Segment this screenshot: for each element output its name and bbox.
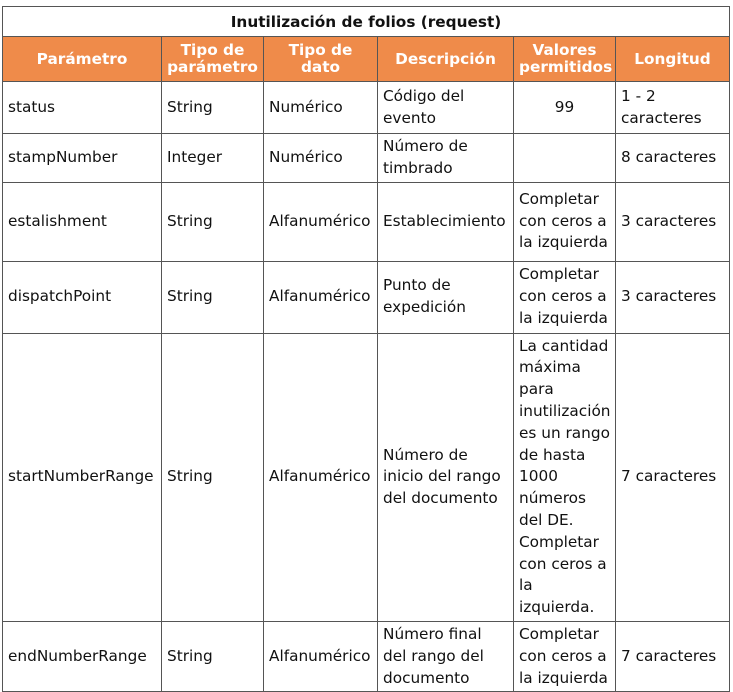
cell-length: 1 - 2 caracteres [616,82,730,134]
table-row [3,621,730,691]
cell-parameter: endNumberRange [3,621,162,691]
cell-description: Número de inicio del rango del documento [378,333,514,621]
cell-length: 3 caracteres [616,182,730,261]
table-row [3,333,730,621]
cell-length: 7 caracteres [616,621,730,691]
cell-allowed-values: Completar con ceros a la izquierda [514,182,616,261]
cell-description: Número de timbrado [378,134,514,183]
cell-data-type: Alfanumérico [264,333,378,621]
table-row [3,134,730,183]
cell-param-type: String [162,621,264,691]
column-header-tipo-dato: Tipo de dato [264,37,378,82]
cell-length: 3 caracteres [616,261,730,333]
table-title-row [3,7,730,37]
cell-description: Punto de expedición [378,261,514,333]
cell-data-type: Numérico [264,82,378,134]
cell-description: Código del evento [378,82,514,134]
cell-length: 8 caracteres [616,134,730,183]
cell-param-type: String [162,182,264,261]
column-header-parametro: Parámetro [3,37,162,82]
cell-allowed-values: 99 [514,82,616,134]
cell-allowed-values: La cantidad máxima para inutilización es un rango de hasta 1000 números del DE. Completar con ceros a la izquierda. [514,333,616,621]
column-header-longitud: Longitud [616,37,730,82]
table-row [3,82,730,134]
cell-param-type: String [162,333,264,621]
cell-data-type: Alfanumérico [264,182,378,261]
cell-param-type: String [162,261,264,333]
column-header-valores: Valores permitidos [514,37,616,82]
table-title: Inutilización de folios (request) [3,7,730,37]
cell-data-type: Alfanumérico [264,261,378,333]
cell-parameter: startNumberRange [3,333,162,621]
cell-param-type: String [162,82,264,134]
table-header-row [3,37,730,82]
cell-description: Establecimiento [378,182,514,261]
cell-parameter: stampNumber [3,134,162,183]
cell-parameter: status [3,82,162,134]
column-header-tipo-parametro: Tipo de parámetro [162,37,264,82]
cell-data-type: Alfanumérico [264,621,378,691]
cell-param-type: Integer [162,134,264,183]
column-header-descripcion: Descripción [378,37,514,82]
cell-length: 7 caracteres [616,333,730,621]
cell-allowed-values [514,134,616,183]
parameters-table [2,6,730,692]
table-row [3,182,730,261]
cell-parameter: estalishment [3,182,162,261]
cell-parameter: dispatchPoint [3,261,162,333]
cell-data-type: Numérico [264,134,378,183]
cell-allowed-values: Completar con ceros a la izquierda [514,621,616,691]
cell-allowed-values: Completar con ceros a la izquierda [514,261,616,333]
cell-description: Número final del rango del documento [378,621,514,691]
table-row [3,261,730,333]
